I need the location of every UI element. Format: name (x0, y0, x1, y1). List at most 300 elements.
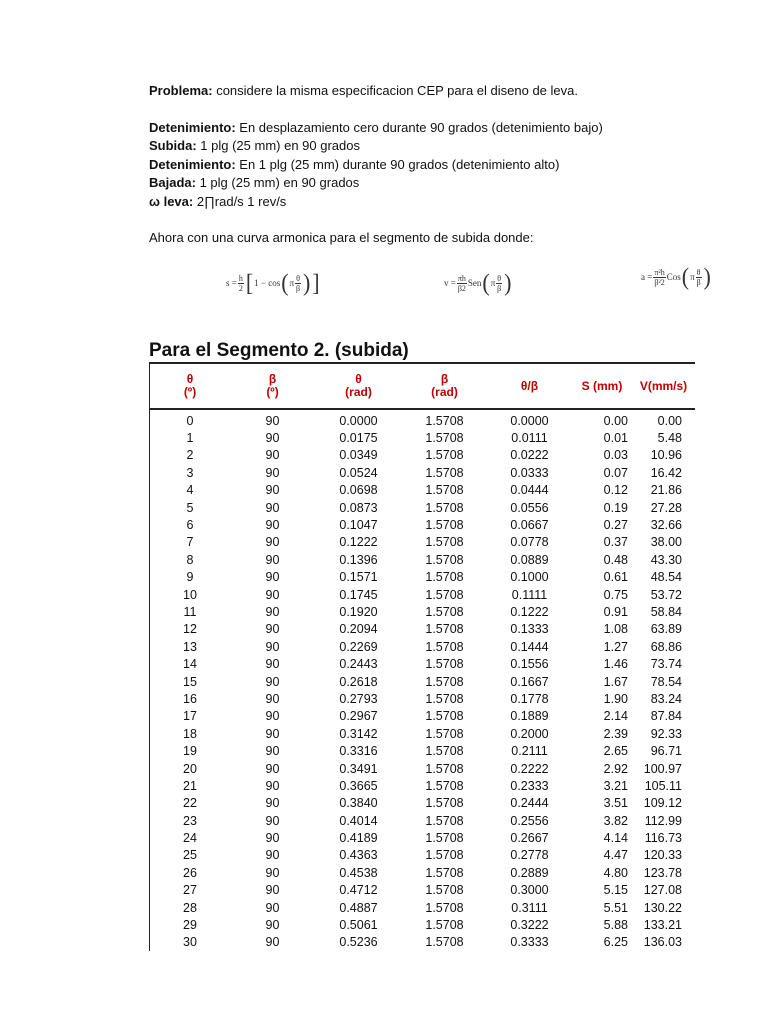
cell-theta-deg: 12 (183, 622, 197, 637)
omega-text: 2∏rad/s 1 rev/s (193, 193, 287, 209)
formula-s-num: h (238, 273, 243, 283)
cell-s-mm: 2.39 (603, 726, 628, 741)
table-row (150, 621, 695, 638)
formula-a-beta: β (696, 277, 701, 287)
cell-theta-deg: 14 (183, 657, 197, 672)
cell-beta-deg: 90 (265, 587, 280, 602)
cell-beta-deg: 90 (265, 622, 280, 637)
cell-theta-deg: 29 (183, 918, 197, 933)
cell-theta-deg: 18 (183, 726, 197, 741)
cell-theta-deg: 6 (186, 518, 194, 533)
cell-s-mm: 0.01 (603, 431, 628, 446)
subida-line (149, 137, 749, 156)
cell-theta-deg: 0 (186, 413, 194, 428)
table-row (150, 864, 695, 881)
cell-s-mm: 3.82 (603, 813, 628, 828)
cell-v-mms: 109.12 (643, 796, 682, 811)
cell-theta-over-beta: 0.0889 (510, 552, 549, 567)
table-row (150, 638, 695, 655)
cell-s-mm: 1.08 (603, 622, 628, 637)
cell-beta-rad: 1.5708 (425, 900, 464, 915)
cell-v-mms: 92.33 (650, 726, 682, 741)
cell-beta-rad: 1.5708 (425, 918, 464, 933)
cell-theta-deg: 17 (183, 709, 197, 724)
cell-theta-rad: 0.3665 (339, 778, 378, 793)
cell-theta-over-beta: 0.1111 (511, 587, 548, 602)
cell-s-mm: 2.65 (603, 744, 628, 759)
cell-beta-deg: 90 (265, 500, 280, 515)
cell-beta-deg: 90 (265, 674, 280, 689)
cell-beta-rad: 1.5708 (425, 535, 464, 550)
cell-beta-rad: 1.5708 (425, 413, 464, 428)
table-row (150, 569, 695, 586)
cell-theta-over-beta: 0.2222 (510, 761, 549, 776)
table-row (150, 882, 695, 899)
detenimiento-alto-text: En 1 plg (25 mm) durante 90 grados (detenimiento alto) (235, 156, 560, 172)
cell-beta-rad: 1.5708 (425, 709, 464, 724)
cell-s-mm: 0.19 (603, 500, 628, 515)
cell-v-mms: 43.30 (650, 552, 682, 567)
cell-v-mms: 123.78 (643, 865, 682, 880)
formula-a-fraction (653, 268, 665, 287)
cell-beta-rad: 1.5708 (425, 570, 464, 585)
formula-a-body: Cos (666, 272, 681, 282)
cell-beta-rad: 1.5708 (425, 761, 464, 776)
table-row (150, 690, 695, 707)
cell-theta-over-beta: 0.0444 (510, 483, 549, 498)
cell-beta-deg: 90 (265, 448, 280, 463)
cell-theta-deg: 21 (183, 778, 197, 793)
cell-v-mms: 16.42 (650, 465, 682, 480)
cell-theta-over-beta: 0.1778 (510, 691, 549, 706)
acceleration-formula: a = $\frac{\text{π²h}}{\text{β²2}}$ Cos ( π $\frac{\theta}{\beta}$ ) (641, 262, 711, 291)
cell-v-mms: 38.00 (650, 535, 682, 550)
cell-theta-deg: 24 (183, 831, 197, 846)
table-row (150, 829, 695, 846)
cell-s-mm: 3.51 (603, 796, 628, 811)
cell-theta-deg: 22 (183, 796, 197, 811)
cell-beta-deg: 90 (265, 431, 280, 446)
cell-theta-rad: 0.0524 (339, 465, 378, 480)
cell-beta-deg: 90 (265, 865, 280, 880)
cell-v-mms: 120.33 (643, 848, 682, 863)
cell-beta-deg: 90 (265, 744, 280, 759)
formula-a-num: π²h (654, 267, 665, 277)
header-beta-rad (402, 364, 487, 408)
cell-theta-deg: 30 (183, 935, 197, 950)
cell-v-mms: 127.08 (643, 883, 682, 898)
cell-theta-deg: 20 (183, 761, 197, 776)
cell-beta-deg: 90 (265, 657, 280, 672)
cell-beta-deg: 90 (265, 726, 280, 741)
cell-theta-rad: 0.3491 (339, 761, 378, 776)
cell-theta-rad: 0.0349 (339, 448, 378, 463)
formula-s-theta: θ (296, 273, 300, 283)
table-row (150, 447, 695, 464)
table-row (150, 725, 695, 742)
table-row (150, 760, 695, 777)
cell-theta-over-beta: 0.2111 (511, 744, 548, 759)
cell-theta-over-beta: 0.2000 (510, 726, 549, 741)
table-row (150, 603, 695, 620)
detenimiento-bajo-text: En desplazamiento cero durante 90 grados (detenimiento bajo) (235, 119, 603, 135)
displacement-formula: s = $\frac{h}{2}$ [ 1 − cos ( π $\frac{\theta}{\beta}$ ) ] (226, 268, 320, 297)
cell-beta-deg: 90 (265, 900, 280, 915)
cell-v-mms: 48.54 (650, 570, 682, 585)
cell-theta-rad: 0.4189 (339, 831, 378, 846)
cell-theta-rad: 0.2967 (339, 709, 378, 724)
bajada-label: Bajada: (149, 175, 196, 190)
table-row (150, 464, 695, 481)
cell-v-mms: 105.11 (644, 778, 682, 793)
cell-theta-over-beta: 0.0222 (510, 448, 549, 463)
cell-theta-over-beta: 0.1889 (510, 709, 549, 724)
cell-theta-rad: 0.2094 (339, 622, 378, 637)
cell-beta-rad: 1.5708 (425, 796, 464, 811)
cell-theta-deg: 3 (186, 465, 194, 480)
cell-theta-rad: 0.5236 (339, 935, 378, 950)
cell-theta-rad: 0.2443 (339, 657, 378, 672)
cell-theta-rad: 0.3142 (339, 726, 378, 741)
cell-theta-deg: 4 (186, 483, 194, 498)
cell-s-mm: 0.37 (603, 535, 628, 550)
cell-beta-deg: 90 (265, 483, 280, 498)
cell-beta-rad: 1.5708 (425, 448, 464, 463)
header-line: θ (186, 372, 194, 386)
cell-beta-deg: 90 (265, 848, 280, 863)
cell-beta-rad: 1.5708 (425, 465, 464, 480)
cell-beta-deg: 90 (265, 518, 280, 533)
cell-theta-over-beta: 0.3333 (510, 935, 549, 950)
cell-s-mm: 6.25 (603, 935, 628, 950)
cell-s-mm: 5.15 (603, 883, 628, 898)
cell-theta-over-beta: 0.1000 (510, 570, 549, 585)
cell-theta-over-beta: 0.1556 (510, 657, 549, 672)
cell-beta-rad: 1.5708 (425, 691, 464, 706)
cell-s-mm: 3.21 (603, 778, 628, 793)
cell-s-mm: 0.91 (603, 604, 628, 619)
cell-beta-rad: 1.5708 (425, 604, 464, 619)
cell-theta-rad: 0.3316 (339, 744, 378, 759)
cell-theta-rad: 0.2618 (339, 674, 378, 689)
formula-s-fraction (238, 274, 244, 293)
cell-theta-rad: 0.3840 (339, 796, 378, 811)
table-row (150, 934, 695, 951)
formula-v-fraction (457, 274, 467, 293)
cell-theta-over-beta: 0.0000 (510, 413, 549, 428)
cell-v-mms: 32.66 (650, 518, 682, 533)
cell-theta-rad: 0.4363 (339, 848, 378, 863)
cell-beta-rad: 1.5708 (425, 587, 464, 602)
header-unit: (rad) (431, 385, 458, 399)
header-line: β (268, 372, 277, 386)
problema-line (149, 82, 749, 101)
cell-theta-rad: 0.1396 (339, 552, 378, 567)
cell-v-mms: 96.71 (650, 744, 682, 759)
cell-beta-rad: 1.5708 (425, 744, 464, 759)
formula-a-ratio (696, 268, 702, 287)
cell-v-mms: 83.24 (650, 691, 682, 706)
formula-v-lhs: v = (444, 278, 456, 288)
formula-a-den: β²2 (654, 277, 665, 287)
header-line: V(mm/s) (639, 378, 688, 393)
cell-theta-rad: 0.4887 (339, 900, 378, 915)
cell-theta-over-beta: 0.3111 (511, 900, 548, 915)
cell-s-mm: 4.14 (603, 831, 628, 846)
table-row (150, 551, 695, 568)
cell-theta-over-beta: 0.0778 (510, 535, 549, 550)
cell-theta-rad: 0.2269 (339, 639, 378, 654)
cell-theta-deg: 27 (183, 883, 197, 898)
cell-theta-deg: 2 (186, 448, 194, 463)
detenimiento-label: Detenimiento: (149, 156, 236, 172)
cell-theta-rad: 0.1047 (339, 518, 378, 533)
cell-theta-rad: 0.1571 (339, 570, 378, 585)
header-line: β (440, 372, 449, 386)
subida-text: 1 plg (25 mm) en 90 grados (196, 138, 360, 153)
formula-a-lhs: a = (641, 272, 653, 282)
cell-v-mms: 0.00 (657, 413, 682, 428)
cell-theta-over-beta: 0.2556 (510, 813, 549, 828)
cell-theta-over-beta: 0.0556 (510, 500, 549, 515)
header-v-mms (632, 364, 695, 408)
table-row (150, 482, 695, 499)
table-row (150, 499, 695, 516)
subida-label: Subida: (149, 138, 197, 153)
table-row (150, 516, 695, 533)
formula-s-pi: π (289, 278, 295, 288)
curva-armonica-line: Ahora con una curva armonica para el segmento de subida donde: (149, 230, 534, 245)
cell-theta-rad: 0.1920 (339, 604, 378, 619)
cell-s-mm: 4.80 (603, 865, 628, 880)
cell-s-mm: 1.46 (603, 657, 628, 672)
header-unit: (º) (266, 385, 279, 399)
table-row (150, 429, 695, 446)
cell-v-mms: 87.84 (650, 709, 682, 724)
cell-theta-deg: 28 (183, 900, 197, 915)
header-unit: (rad) (345, 385, 372, 399)
cell-s-mm: 0.48 (603, 552, 628, 567)
formula-v-pi: π (490, 278, 496, 288)
cell-beta-rad: 1.5708 (425, 883, 464, 898)
header-s-mm (572, 364, 632, 408)
cell-v-mms: 21.86 (650, 483, 682, 498)
subida-table (149, 362, 695, 951)
cell-theta-over-beta: 0.2778 (510, 848, 549, 863)
cell-v-mms: 112.99 (644, 813, 682, 828)
cell-theta-deg: 10 (183, 587, 197, 602)
cell-v-mms: 130.22 (643, 900, 682, 915)
cell-theta-over-beta: 0.1667 (510, 674, 549, 689)
cell-s-mm: 0.75 (603, 587, 628, 602)
cell-beta-rad: 1.5708 (425, 622, 464, 637)
table-row (150, 847, 695, 864)
cell-theta-deg: 15 (183, 674, 197, 689)
cell-beta-deg: 90 (265, 796, 280, 811)
cell-beta-rad: 1.5708 (425, 483, 464, 498)
cell-theta-over-beta: 0.2667 (510, 831, 549, 846)
formula-a-theta: θ (696, 267, 701, 277)
cell-v-mms: 116.73 (644, 831, 682, 846)
cell-theta-deg: 26 (183, 865, 197, 880)
cell-theta-deg: 19 (183, 744, 197, 759)
omega-label: ω leva: (149, 193, 194, 209)
cell-theta-rad: 0.0000 (339, 413, 378, 428)
cell-beta-deg: 90 (265, 604, 280, 619)
formula-v-beta: β (497, 283, 502, 293)
cell-theta-over-beta: 0.0333 (510, 465, 549, 480)
cell-v-mms: 10.96 (650, 448, 682, 463)
table-header-row (150, 364, 695, 410)
cell-theta-over-beta: 0.2444 (510, 796, 549, 811)
cell-s-mm: 5.51 (603, 900, 628, 915)
formula-s-beta: β (295, 283, 301, 293)
cell-v-mms: 27.28 (650, 500, 682, 515)
cell-s-mm: 0.27 (603, 518, 628, 533)
cell-s-mm: 1.67 (603, 674, 628, 689)
cell-beta-deg: 90 (265, 778, 280, 793)
cell-theta-deg: 8 (186, 552, 194, 567)
header-line: θ/β (520, 378, 539, 393)
cell-theta-over-beta: 0.1222 (510, 604, 549, 619)
cell-theta-over-beta: 0.3222 (510, 918, 549, 933)
cell-beta-rad: 1.5708 (425, 848, 464, 863)
table-body (150, 410, 695, 951)
table-row (150, 742, 695, 759)
table-row (150, 586, 695, 603)
table-row (150, 534, 695, 551)
cell-beta-deg: 90 (265, 691, 280, 706)
cell-beta-deg: 90 (265, 552, 280, 567)
cell-v-mms: 68.86 (650, 639, 682, 654)
cell-v-mms: 133.21 (643, 918, 682, 933)
formula-s-ratio (295, 274, 301, 293)
cell-theta-rad: 0.4538 (339, 865, 378, 880)
cell-theta-rad: 0.0873 (339, 500, 378, 515)
cell-s-mm: 4.47 (603, 848, 628, 863)
header-beta-deg (230, 364, 315, 408)
cell-s-mm: 1.90 (603, 691, 628, 706)
cell-v-mms: 58.84 (650, 604, 682, 619)
formula-s-den: 2 (238, 283, 243, 293)
table-row (150, 655, 695, 672)
cell-beta-deg: 90 (265, 813, 280, 828)
cell-theta-deg: 23 (183, 813, 197, 828)
table-row (150, 812, 695, 829)
detenimiento-label: Detenimiento: (149, 119, 236, 135)
cell-beta-deg: 90 (265, 918, 280, 933)
cell-theta-deg: 5 (186, 500, 194, 515)
cell-theta-rad: 0.5061 (339, 918, 378, 933)
cell-theta-over-beta: 0.2333 (510, 778, 549, 793)
cell-beta-rad: 1.5708 (425, 726, 464, 741)
table-row (150, 673, 695, 690)
table-row (150, 777, 695, 794)
header-theta-rad (315, 364, 402, 408)
cell-s-mm: 0.61 (603, 570, 628, 585)
header-theta-deg (150, 364, 230, 408)
cell-v-mms: 136.03 (643, 935, 682, 950)
section-title: Para el Segmento 2. (subida) (149, 340, 409, 361)
cell-theta-deg: 7 (186, 535, 194, 550)
cell-theta-over-beta: 0.0667 (510, 518, 549, 533)
cell-beta-deg: 90 (265, 413, 280, 428)
cell-s-mm: 0.07 (603, 465, 628, 480)
formula-v-body: Sen (467, 278, 482, 288)
header-theta-over-beta (487, 364, 572, 408)
cell-theta-over-beta: 0.0111 (511, 431, 548, 446)
cell-beta-rad: 1.5708 (425, 552, 464, 567)
cell-beta-rad: 1.5708 (425, 935, 464, 950)
formula-v-ratio (496, 274, 502, 293)
cell-theta-deg: 1 (186, 431, 194, 446)
cell-beta-rad: 1.5708 (425, 778, 464, 793)
table-row (150, 412, 695, 429)
cell-theta-deg: 9 (186, 570, 194, 585)
cell-theta-over-beta: 0.1444 (510, 639, 549, 654)
formula-v-den: β2 (457, 283, 466, 293)
table-row (150, 708, 695, 725)
cell-theta-deg: 25 (183, 848, 197, 863)
cell-theta-deg: 16 (183, 691, 197, 706)
bajada-text: 1 plg (25 mm) en 90 grados (195, 175, 360, 190)
cell-theta-rad: 0.1745 (339, 587, 378, 602)
cell-theta-over-beta: 0.2889 (510, 865, 549, 880)
cell-theta-rad: 0.1222 (339, 535, 378, 550)
bajada-line (149, 174, 749, 193)
cell-s-mm: 5.88 (603, 918, 628, 933)
header-line: θ (355, 372, 362, 386)
cell-beta-rad: 1.5708 (425, 657, 464, 672)
cell-beta-rad: 1.5708 (425, 431, 464, 446)
cell-theta-rad: 0.4014 (339, 813, 378, 828)
cell-theta-rad: 0.0698 (339, 483, 378, 498)
cell-beta-rad: 1.5708 (425, 674, 464, 689)
cell-theta-rad: 0.0175 (339, 431, 378, 446)
cell-beta-deg: 90 (265, 570, 280, 585)
cell-theta-rad: 0.4712 (339, 883, 378, 898)
header-line: S (mm) (581, 378, 623, 393)
detenimiento-bajo-line (149, 119, 749, 138)
formula-a-pi: π (690, 272, 695, 282)
cell-beta-deg: 90 (265, 465, 280, 480)
formula-s-body: 1 − cos (254, 278, 281, 288)
formula-s-lhs: s = (226, 278, 237, 288)
problem-statement (149, 82, 749, 248)
problema-label: Problema: (149, 83, 213, 98)
cell-beta-deg: 90 (265, 935, 280, 950)
cell-s-mm: 1.27 (603, 639, 628, 654)
cell-v-mms: 53.72 (650, 587, 682, 602)
cell-beta-rad: 1.5708 (425, 865, 464, 880)
problema-text: considere la misma especificacion CEP para el diseno de leva. (212, 83, 578, 98)
cell-s-mm: 0.03 (603, 448, 628, 463)
table-row (150, 899, 695, 916)
cell-beta-rad: 1.5708 (425, 813, 464, 828)
cell-v-mms: 100.97 (643, 761, 682, 776)
cell-theta-over-beta: 0.1333 (510, 622, 549, 637)
table-row (150, 795, 695, 812)
cell-s-mm: 0.12 (603, 483, 628, 498)
cell-beta-rad: 1.5708 (425, 639, 464, 654)
header-unit: (º) (183, 385, 197, 399)
cell-theta-deg: 11 (183, 604, 197, 619)
formula-v-num: πh (457, 273, 466, 283)
cell-theta-rad: 0.2793 (339, 691, 378, 706)
cell-beta-deg: 90 (265, 639, 280, 654)
omega-line (149, 193, 749, 212)
cell-beta-deg: 90 (265, 761, 280, 776)
